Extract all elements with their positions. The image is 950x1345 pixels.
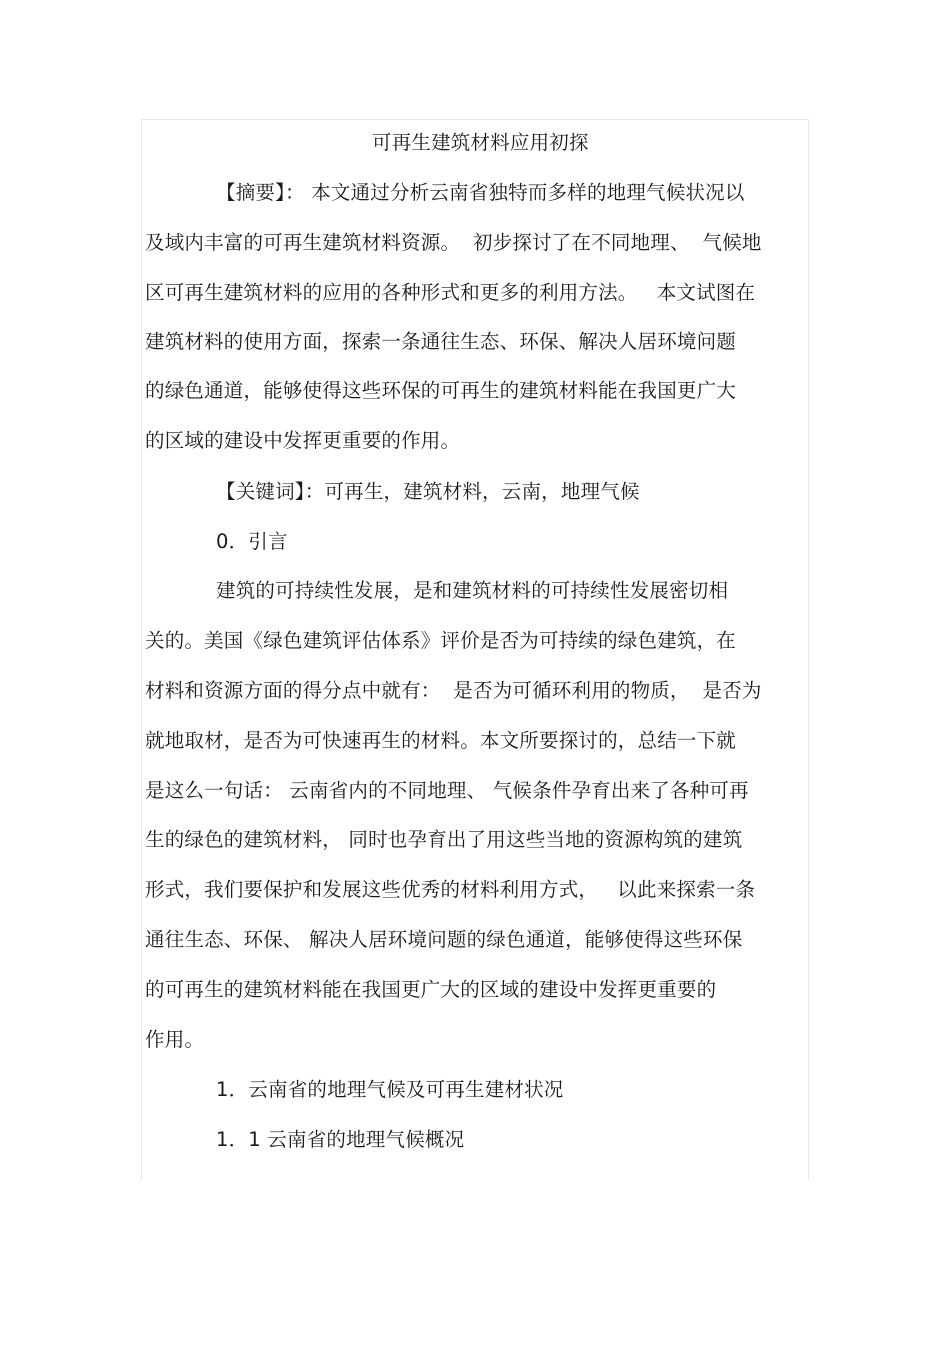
intro-line: 生的绿色的建筑材料， 同时也孕育出了用这些当地的资源构筑的建筑: [145, 828, 743, 851]
abstract-line: 建筑材料的使用方面，探索一条通往生态、环保、解决人居环境问题: [145, 330, 737, 353]
section-heading-1-1: 1．1 云南省的地理气候概况: [216, 1128, 465, 1151]
section-heading-intro: 0．引言: [216, 530, 288, 553]
keywords-line: 【关键词】：可再生，建筑材料，云南，地理气候: [216, 480, 640, 503]
intro-line: 作用。: [145, 1028, 205, 1051]
intro-line: 形式，我们要保护和发展这些优秀的材料利用方式， 以此来探索一条: [145, 878, 756, 901]
document-title: 可再生建筑材料应用初探: [372, 131, 589, 154]
intro-line: 是这么一句话： 云南省内的不同地理、 气候条件孕育出来了各种可再: [145, 779, 749, 802]
intro-line: 的可再生的建筑材料能在我国更广大的区域的建设中发挥更重要的: [145, 978, 717, 1001]
intro-line: 通往生态、环保、 解决人居环境问题的绿色通道，能够使得这些环保: [145, 928, 743, 951]
abstract-line: 的绿色通道，能够使得这些环保的可再生的建筑材料能在我国更广大: [145, 379, 737, 402]
abstract-line: 及域内丰富的可再生建筑材料资源。 初步探讨了在不同地理、 气候地: [145, 231, 762, 254]
intro-line: 就地取材，是否为可快速再生的材料。本文所要探讨的，总结一下就: [145, 729, 737, 752]
abstract-line: 【摘要】： 本文通过分析云南省独特而多样的地理气候状况以: [216, 181, 745, 204]
intro-line: 建筑的可持续性发展，是和建筑材料的可持续性发展密切相: [216, 579, 729, 602]
abstract-line: 区可再生建筑材料的应用的各种形式和更多的利用方法。 本文试图在: [145, 281, 756, 304]
abstract-line: 的区域的建设中发挥更重要的作用。: [145, 429, 461, 452]
section-heading-1: 1．云南省的地理气候及可再生建材状况: [216, 1078, 564, 1101]
intro-line: 材料和资源方面的得分点中就有： 是否为可循环利用的物质， 是否为: [145, 679, 762, 702]
intro-line: 关的。美国《绿色建筑评估体系》评价是否为可持续的绿色建筑，在: [145, 629, 737, 652]
